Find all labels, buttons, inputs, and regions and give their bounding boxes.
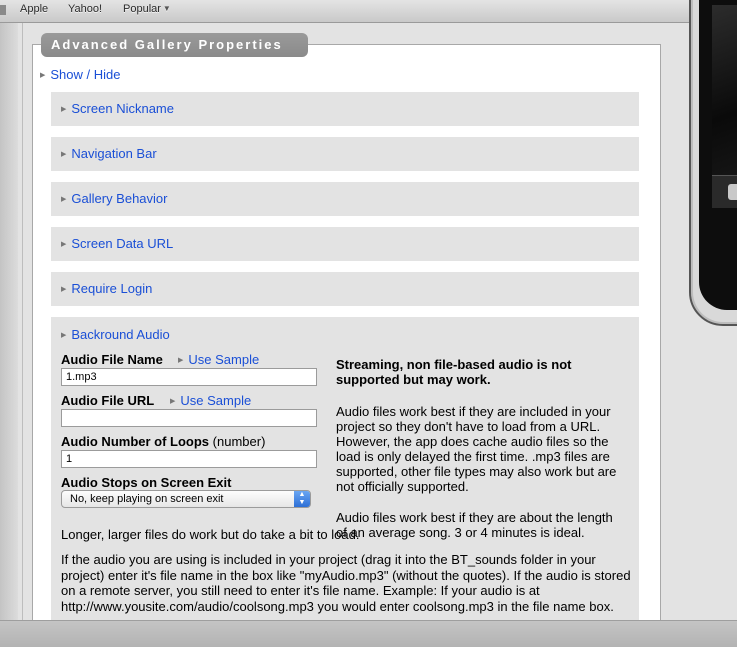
bookmark-popular[interactable] — [123, 3, 171, 15]
audio-section-header[interactable] — [61, 327, 170, 342]
section-gallery-behavior[interactable] — [51, 182, 639, 216]
section-screen-nickname[interactable] — [51, 92, 639, 126]
select-arrows-icon: ▲ ▼ — [294, 491, 310, 507]
section-navigation-bar[interactable] — [51, 137, 639, 171]
audio-stops-select[interactable] — [61, 490, 311, 508]
triangle-right-icon: ▶ — [61, 332, 67, 339]
bottom-scroll-area — [0, 620, 737, 647]
triangle-right-icon: ▶ — [178, 357, 184, 364]
use-sample-link-label[interactable]: Use Sample — [188, 352, 260, 367]
chevron-down-icon: ▼ — [162, 4, 171, 13]
triangle-right-icon: ▶ — [61, 286, 67, 293]
audio-help-paragraph-1: Audio files work best if they are included in your project so they don't have to load from a URL. However, the app does cache audio files so the load is only delayed the first time. .mp3 files are supported, other file types may also work but are not officially supported. — [336, 404, 617, 494]
show-hide-link[interactable]: Show / Hide — [50, 67, 121, 82]
page-divider — [22, 23, 23, 620]
use-sample-link-1[interactable] — [178, 352, 259, 367]
triangle-right-icon: ▶ — [40, 72, 46, 79]
show-hide-toggle[interactable] — [40, 67, 120, 82]
audio-file-name-input[interactable]: 1.mp3 — [61, 368, 317, 386]
audio-loops-label — [61, 434, 265, 449]
section-screen-data-url[interactable] — [51, 227, 639, 261]
use-sample-link-label[interactable]: Use Sample — [180, 393, 252, 408]
page-left-gutter — [0, 23, 18, 620]
section-title[interactable]: Screen Nickname — [71, 101, 174, 116]
section-title[interactable]: Gallery Behavior — [71, 191, 168, 206]
audio-stops-selected: No, keep playing on screen exit — [70, 493, 224, 505]
triangle-right-icon: ▶ — [61, 106, 67, 113]
panel-title: Advanced Gallery Properties — [41, 33, 308, 57]
use-sample-link-2[interactable] — [170, 393, 251, 408]
audio-help-paragraph-3: If the audio you are using is included in your project (drag it into the BT_sounds folder in your project) enter it's file name in the box like "myAudio.mp3" (without the quotes). If the audio is stored on a remote server, you still need to enter it's file name. Example: If your audio is at http://www.yousite.com/audio/coolsong.mp3 you would enter coolsong.mp3 in the file name box. — [61, 552, 631, 614]
bookmark-apple[interactable]: Apple — [20, 3, 49, 15]
bookmarks-bar — [0, 0, 737, 23]
audio-file-url-label: Audio File URL — [61, 393, 155, 408]
section-title[interactable]: Require Login — [71, 281, 153, 296]
audio-loops-input[interactable]: 1 — [61, 450, 317, 468]
audio-help-paragraph-2-cont: Longer, larger files do work but do take a bit to load. — [61, 527, 360, 542]
bookmark-yahoo[interactable]: Yahoo! — [68, 3, 103, 15]
bookmark-popular-label: Popular — [123, 3, 161, 15]
audio-loops-label-text: Audio Number of Loops — [61, 434, 210, 449]
section-title[interactable]: Navigation Bar — [71, 146, 157, 161]
triangle-right-icon: ▶ — [61, 241, 67, 248]
streaming-note: Streaming, non file-based audio is not supported but may work. — [336, 357, 572, 387]
audio-file-name-label: Audio File Name — [61, 352, 163, 367]
phone-toolbar — [712, 175, 737, 208]
audio-loops-hint: (number) — [212, 434, 266, 449]
bookmarks-edge — [0, 5, 6, 15]
audio-stops-label: Audio Stops on Screen Exit — [61, 475, 232, 490]
phone-back-button — [728, 184, 737, 200]
section-title[interactable]: Screen Data URL — [71, 236, 174, 251]
audio-help-column — [336, 357, 621, 540]
triangle-right-icon: ▶ — [61, 151, 67, 158]
section-require-login[interactable] — [51, 272, 639, 306]
triangle-right-icon: ▶ — [170, 398, 176, 405]
triangle-right-icon: ▶ — [61, 196, 67, 203]
audio-help-paragraph-2: Audio files work best if they are about the length of an average song. 3 or 4 minutes is ideal. — [336, 510, 613, 540]
audio-file-url-input[interactable] — [61, 409, 317, 427]
section-title[interactable]: Backround Audio — [71, 327, 170, 342]
